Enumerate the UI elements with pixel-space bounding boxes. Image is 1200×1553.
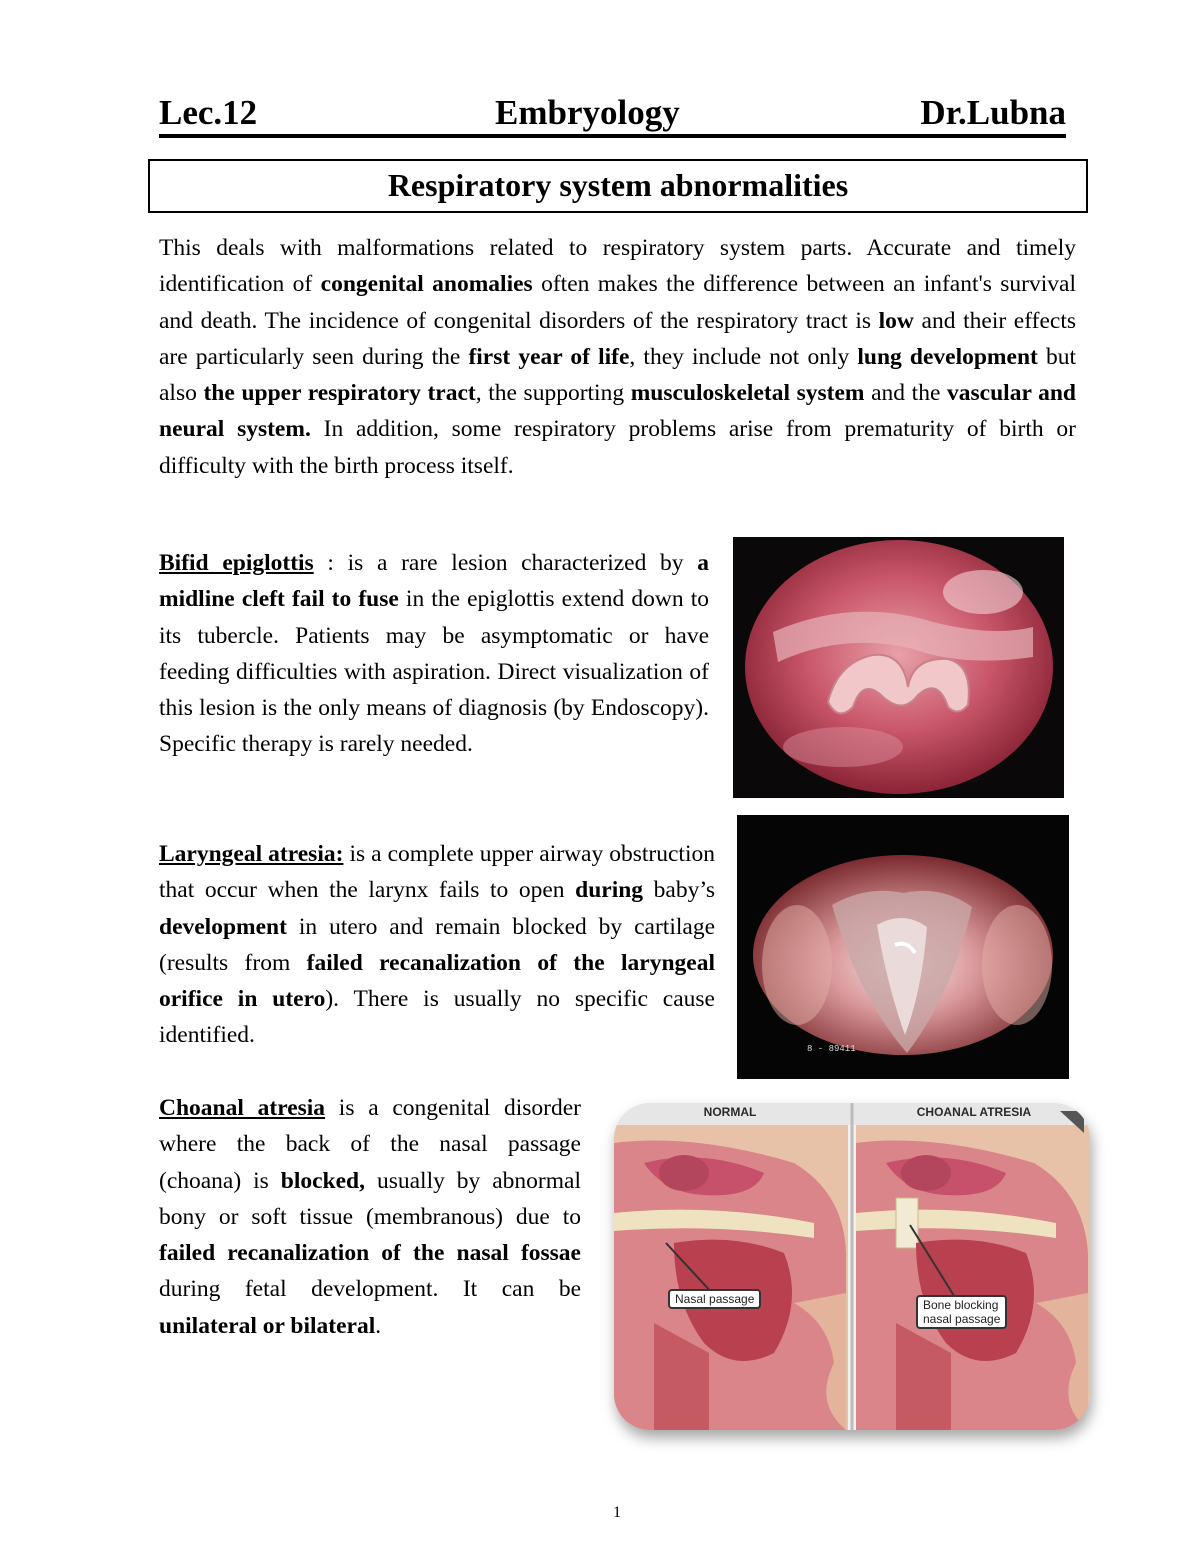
text: .	[375, 1312, 382, 1339]
text: : is a rare lesion characterized by	[313, 550, 698, 576]
laryngeal-atresia-heading: Laryngeal atresia:	[159, 841, 344, 867]
author-name: Dr.Lubna	[920, 93, 1066, 132]
bone-blocking-callout	[916, 1295, 1007, 1329]
endoscopy-illustration	[733, 537, 1064, 798]
bold-text: first year of life	[468, 343, 630, 370]
text: in utero and remain blocked by cartilage (results from	[159, 913, 715, 976]
bold-text: lung development	[857, 343, 1038, 370]
bold-text: during	[575, 877, 644, 904]
bold-text: unilateral or bilateral	[159, 1312, 376, 1339]
text: but also	[159, 343, 1076, 407]
text: often makes the difference between an infant's survival and death. The incidence of congenital disorders of the respiratory tract is	[159, 271, 1076, 334]
bold-text: the upper respiratory tract	[203, 380, 476, 407]
bold-text: low	[878, 307, 914, 334]
text: baby’s	[643, 877, 715, 904]
callout-line-2: nasal passage	[923, 1312, 1001, 1326]
text: is a congenital disorder where the back of the nasal passage (choana) is	[159, 1095, 581, 1194]
laryngeal-atresia-endoscopy-image	[737, 815, 1069, 1079]
laryngeal-atresia-paragraph	[159, 836, 715, 1054]
page-header	[159, 92, 1066, 138]
choanal-atresia-paragraph	[159, 1090, 581, 1344]
text: during fetal development. It can be	[159, 1276, 581, 1303]
bold-text: failed recanalization of the laryngeal orifice in utero	[159, 949, 715, 1013]
choanal-atresia-diagram	[614, 1103, 1090, 1430]
bold-text: failed recanalization of the nasal fossae	[159, 1240, 581, 1267]
bold-text: musculoskeletal system	[630, 380, 865, 407]
text: in the epiglottis extend down to its tubercle. Patients may be asymptomatic or have feeding difficulties with aspiration. Direct visualization of this lesion is the only means of diagnosis (by Endoscopy). Specific therapy is rarely needed.	[159, 586, 709, 758]
bifid-epiglottis-endoscopy-image	[733, 537, 1064, 798]
bold-text: blocked,	[280, 1167, 366, 1194]
bold-text: development	[159, 913, 287, 940]
nasal-passage-callout: Nasal passage	[668, 1289, 761, 1309]
page-number: 1	[613, 1504, 621, 1521]
photo-label: 8 - 89411	[807, 1044, 856, 1054]
nasal-anatomy-illustration	[614, 1103, 1090, 1430]
bifid-epiglottis-paragraph	[159, 545, 709, 763]
text: This deals with malformations related to respiratory system parts. Accurate and timely identification of	[159, 235, 1076, 298]
text: and their effects are particularly seen during the	[159, 307, 1077, 370]
subject-title: Embryology	[495, 93, 680, 132]
text: , the supporting	[475, 380, 631, 407]
text: is a complete upper airway obstruction that occur when the larynx fails to open	[159, 841, 715, 904]
larynx-illustration	[737, 815, 1069, 1079]
text: , they include not only	[629, 343, 858, 370]
text: and the	[864, 380, 948, 407]
callout-line-1: Bone blocking	[923, 1298, 999, 1312]
text: ). There is usually no specific cause identified.	[159, 986, 715, 1049]
bifid-epiglottis-heading: Bifid epiglottis	[159, 550, 314, 576]
text: usually by abnormal bony or soft tissue (membranous) due to	[159, 1167, 581, 1230]
atresia-panel-title: CHOANAL ATRESIA	[916, 1105, 1032, 1119]
bold-text: a midline cleft fail to fuse	[159, 550, 709, 613]
intro-paragraph	[159, 230, 1076, 484]
bold-text: congenital anomalies	[320, 271, 533, 298]
choanal-atresia-heading: Choanal atresia	[159, 1095, 326, 1121]
text: In addition, some respiratory problems arise from prematurity of birth or difficulty with the birth process itself.	[159, 416, 1077, 479]
normal-panel-title: NORMAL	[703, 1105, 757, 1119]
bold-text: vascular and neural system.	[159, 380, 1076, 443]
lecture-number: Lec.12	[159, 93, 258, 132]
section-title: Respiratory system abnormalities	[148, 159, 1088, 213]
